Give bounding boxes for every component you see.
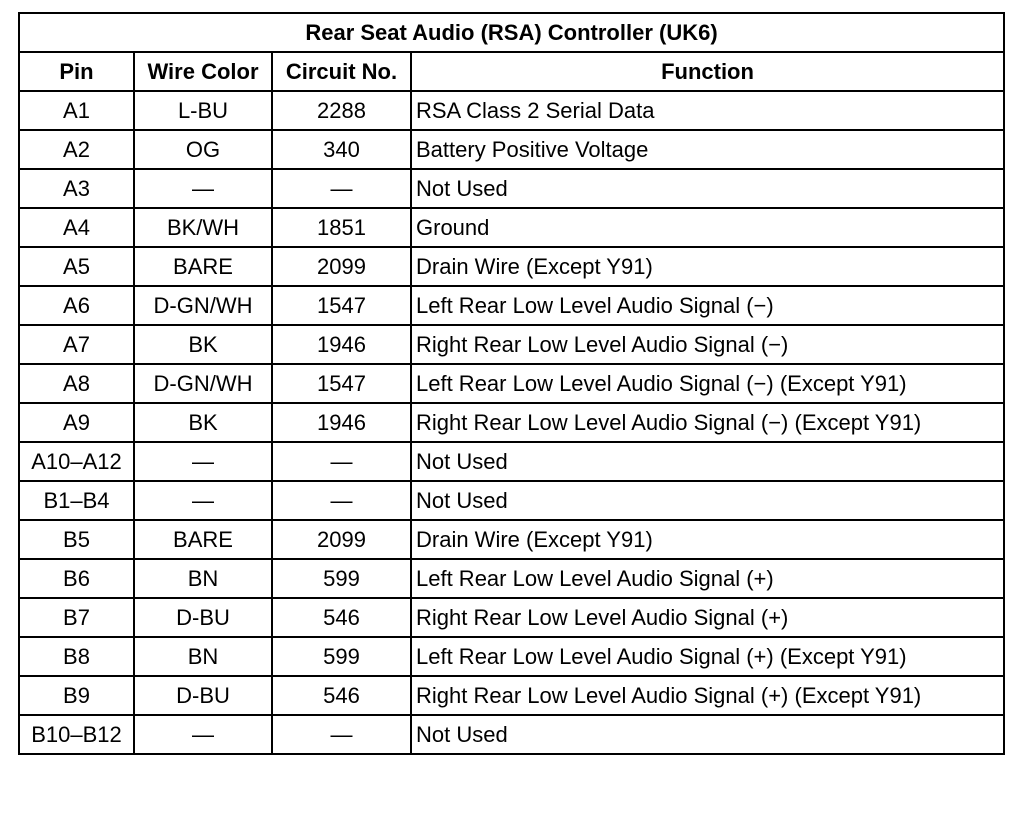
- table-row: [19, 208, 1004, 247]
- function-cell: Right Rear Low Level Audio Signal (+) (Except Y91): [411, 676, 1004, 715]
- circuit-no-cell: 546: [272, 676, 411, 715]
- function-cell: Drain Wire (Except Y91): [411, 247, 1004, 286]
- circuit-no-cell: —: [272, 442, 411, 481]
- function-cell: Left Rear Low Level Audio Signal (+) (Except Y91): [411, 637, 1004, 676]
- pin-cell: B5: [19, 520, 134, 559]
- table-row: [19, 286, 1004, 325]
- pin-cell: A1: [19, 91, 134, 130]
- circuit-no-cell: 1946: [272, 325, 411, 364]
- wire-color-cell: D-BU: [134, 676, 272, 715]
- function-cell: Ground: [411, 208, 1004, 247]
- connector-pinout-table: [18, 12, 1005, 755]
- wire-color-cell: BK/WH: [134, 208, 272, 247]
- table-row: [19, 559, 1004, 598]
- circuit-no-cell: 1946: [272, 403, 411, 442]
- wire-color-cell: BN: [134, 637, 272, 676]
- wire-color-cell: OG: [134, 130, 272, 169]
- function-cell: Left Rear Low Level Audio Signal (−): [411, 286, 1004, 325]
- header-function: Function: [411, 52, 1004, 91]
- table-row: [19, 481, 1004, 520]
- function-cell: Right Rear Low Level Audio Signal (−): [411, 325, 1004, 364]
- circuit-no-cell: —: [272, 715, 411, 754]
- circuit-no-cell: —: [272, 169, 411, 208]
- table-row: [19, 520, 1004, 559]
- function-cell: Right Rear Low Level Audio Signal (−) (Except Y91): [411, 403, 1004, 442]
- wire-color-cell: L-BU: [134, 91, 272, 130]
- title-row: [19, 13, 1004, 52]
- wire-color-cell: —: [134, 442, 272, 481]
- table-row: [19, 403, 1004, 442]
- function-cell: Left Rear Low Level Audio Signal (−) (Except Y91): [411, 364, 1004, 403]
- circuit-no-cell: 1547: [272, 286, 411, 325]
- wire-color-cell: BK: [134, 403, 272, 442]
- header-row: [19, 52, 1004, 91]
- wire-color-cell: BARE: [134, 247, 272, 286]
- function-cell: RSA Class 2 Serial Data: [411, 91, 1004, 130]
- function-cell: Not Used: [411, 715, 1004, 754]
- function-cell: Not Used: [411, 442, 1004, 481]
- table-row: [19, 715, 1004, 754]
- pin-cell: B6: [19, 559, 134, 598]
- table-row: [19, 169, 1004, 208]
- wire-color-cell: —: [134, 169, 272, 208]
- function-cell: Right Rear Low Level Audio Signal (+): [411, 598, 1004, 637]
- circuit-no-cell: 1851: [272, 208, 411, 247]
- table-body: [19, 91, 1004, 754]
- function-cell: Battery Positive Voltage: [411, 130, 1004, 169]
- pin-cell: A8: [19, 364, 134, 403]
- wire-color-cell: D-BU: [134, 598, 272, 637]
- pin-cell: A9: [19, 403, 134, 442]
- pin-cell: B8: [19, 637, 134, 676]
- header-pin: Pin: [19, 52, 134, 91]
- circuit-no-cell: 599: [272, 637, 411, 676]
- function-cell: Left Rear Low Level Audio Signal (+): [411, 559, 1004, 598]
- wire-color-cell: —: [134, 481, 272, 520]
- circuit-no-cell: 2099: [272, 247, 411, 286]
- pin-cell: A4: [19, 208, 134, 247]
- pin-cell: A10–A12: [19, 442, 134, 481]
- table-row: [19, 637, 1004, 676]
- table-row: [19, 598, 1004, 637]
- pin-cell: A2: [19, 130, 134, 169]
- pin-cell: B7: [19, 598, 134, 637]
- wire-color-cell: BARE: [134, 520, 272, 559]
- circuit-no-cell: 599: [272, 559, 411, 598]
- function-cell: Not Used: [411, 169, 1004, 208]
- wire-color-cell: D-GN/WH: [134, 364, 272, 403]
- wire-color-cell: D-GN/WH: [134, 286, 272, 325]
- table-row: [19, 364, 1004, 403]
- header-wire-color: Wire Color: [134, 52, 272, 91]
- circuit-no-cell: 2099: [272, 520, 411, 559]
- wire-color-cell: —: [134, 715, 272, 754]
- circuit-no-cell: 2288: [272, 91, 411, 130]
- table-row: [19, 676, 1004, 715]
- table-row: [19, 91, 1004, 130]
- table-row: [19, 130, 1004, 169]
- header-circuit-no: Circuit No.: [272, 52, 411, 91]
- wire-color-cell: BN: [134, 559, 272, 598]
- circuit-no-cell: 546: [272, 598, 411, 637]
- function-cell: Not Used: [411, 481, 1004, 520]
- pin-cell: B9: [19, 676, 134, 715]
- function-cell: Drain Wire (Except Y91): [411, 520, 1004, 559]
- pin-cell: A6: [19, 286, 134, 325]
- pin-cell: B1–B4: [19, 481, 134, 520]
- wire-color-cell: BK: [134, 325, 272, 364]
- table-title: Rear Seat Audio (RSA) Controller (UK6): [19, 13, 1004, 52]
- table-row: [19, 325, 1004, 364]
- pin-cell: A3: [19, 169, 134, 208]
- table-row: [19, 247, 1004, 286]
- table-row: [19, 442, 1004, 481]
- circuit-no-cell: 340: [272, 130, 411, 169]
- circuit-no-cell: 1547: [272, 364, 411, 403]
- pin-cell: A5: [19, 247, 134, 286]
- pin-cell: A7: [19, 325, 134, 364]
- pin-cell: B10–B12: [19, 715, 134, 754]
- circuit-no-cell: —: [272, 481, 411, 520]
- table-head: [19, 13, 1004, 91]
